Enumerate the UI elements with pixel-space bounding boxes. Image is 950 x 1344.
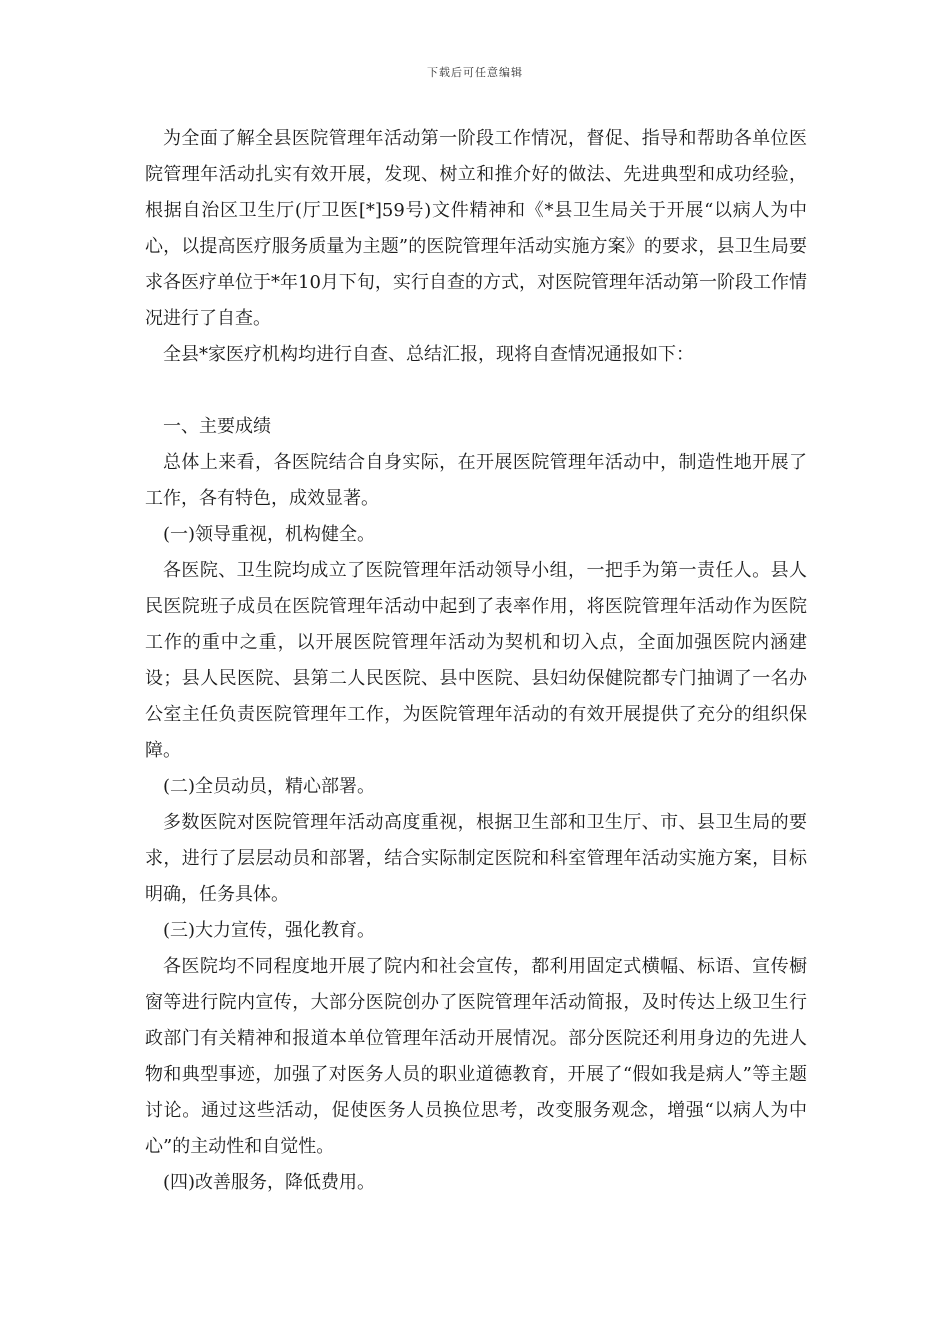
- subsection-heading-leadership: (一)领导重视，机构健全。: [163, 524, 376, 545]
- subsection-body-leadership: 各医院、卫生院均成立了医院管理年活动领导小组，一把手为第一责任人。县人民医院班子成员在医院管理年活动中起到了表率作用，将医院管理年活动作为医院工作的重中之重，以开展医院管理年活动为契机和切入点，全面加强医院内涵建设；县人民医院、县第二人民医院、县中医院、县妇幼保健院都专门抽调了一名办公室主任负责医院管理年工作，为医院管理年活动的有效开展提供了充分的组织保障。: [145, 560, 807, 761]
- subsection-heading-service: (四)改善服务，降低费用。: [163, 1172, 376, 1193]
- section-overview-paragraph: 总体上来看，各医院结合自身实际，在开展医院管理年活动中，制造性地开展了工作，各有特色，成效显著。: [145, 452, 807, 509]
- subsection-heading-publicity: (三)大力宣传，强化教育。: [163, 920, 376, 941]
- summary-paragraph: 全县*家医疗机构均进行自查、总结汇报，现将自查情况通报如下：: [163, 344, 694, 365]
- section-heading-achievements: 一、主要成绩: [163, 416, 271, 437]
- subsection-heading-mobilization: (二)全员动员，精心部署。: [163, 776, 376, 797]
- document-body: [145, 121, 807, 1201]
- paragraph-gap: [145, 373, 807, 409]
- page-header-note: 下载后可任意编辑: [427, 66, 523, 79]
- intro-paragraph: 为全面了解全县医院管理年活动第一阶段工作情况，督促、指导和帮助各单位医院管理年活动扎实有效开展，发现、树立和推介好的做法、先进典型和成功经验，根据自治区卫生厅(厅卫医[*]59号)文件精神和《*县卫生局关于开展“以病人为中心，以提高医疗服务质量为主题”的医院管理年活动实施方案》的要求，县卫生局要求各医疗单位于*年10月下旬，实行自查的方式，对医院管理年活动第一阶段工作情况进行了自查。: [145, 128, 807, 329]
- subsection-body-publicity: 各医院均不同程度地开展了院内和社会宣传，都利用固定式横幅、标语、宣传橱窗等进行院内宣传，大部分医院创办了医院管理年活动简报，及时传达上级卫生行政部门有关精神和报道本单位管理年活动开展情况。部分医院还利用身边的先进人物和典型事迹，加强了对医务人员的职业道德教育，开展了“假如我是病人”等主题讨论。通过这些活动，促使医务人员换位思考，改变服务观念，增强“以病人为中心”的主动性和自觉性。: [145, 956, 807, 1157]
- subsection-body-mobilization: 多数医院对医院管理年活动高度重视，根据卫生部和卫生厅、市、县卫生局的要求，进行了层层动员和部署，结合实际制定医院和科室管理年活动实施方案，目标明确，任务具体。: [145, 812, 807, 905]
